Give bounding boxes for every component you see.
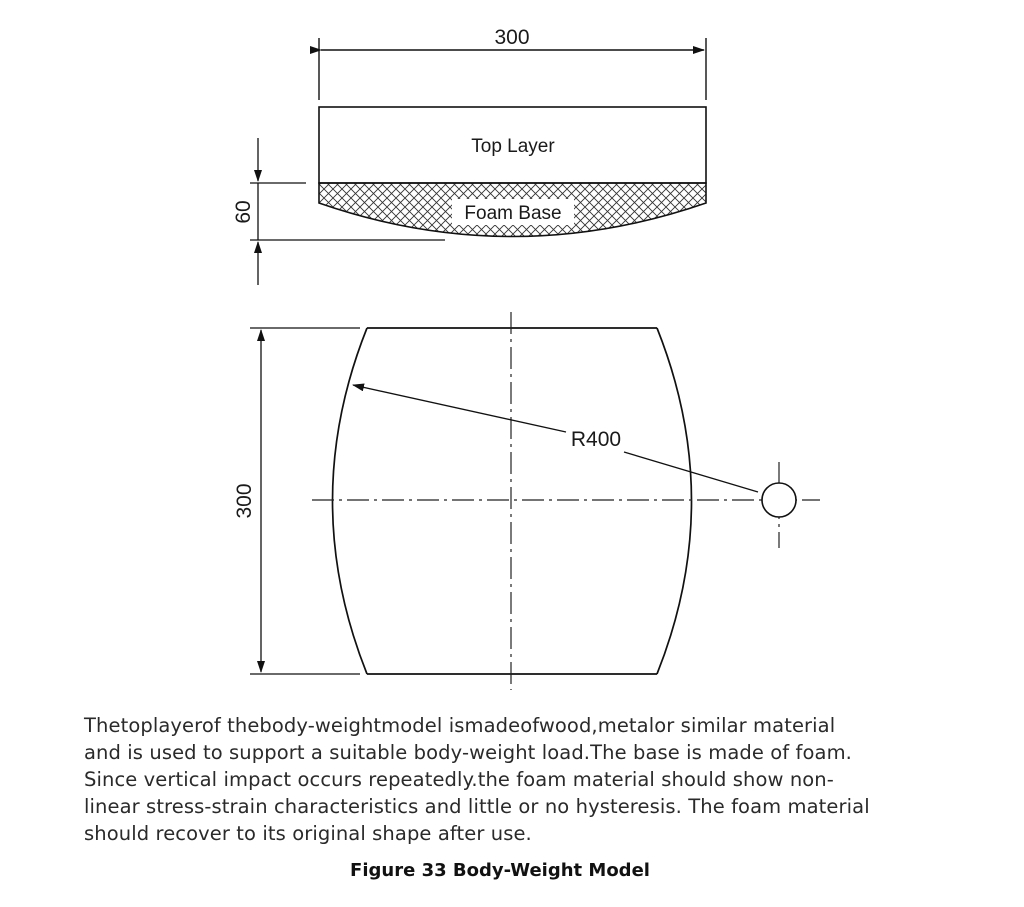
top-layer [319, 107, 706, 183]
plan-view-outline [333, 328, 692, 674]
foam-base [319, 183, 706, 237]
top-width-dimension [319, 26, 706, 100]
radius-label: R400 [570, 428, 622, 451]
top-width-label: 300 [494, 26, 530, 49]
figure-title: Figure 33 Body-Weight Model [350, 860, 650, 881]
foam-base-label: Foam Base [464, 203, 562, 224]
caption-paragraph [84, 712, 944, 847]
caption-line: and is used to support a suitable body-weight load.The base is made of foam. [84, 741, 852, 764]
caption-line: linear stress-strain characteristics and little or no hysteresis. The foam material [84, 795, 870, 818]
centerlines [312, 312, 820, 690]
side-height-dimension [233, 328, 360, 674]
caption-line: should recover to its original shape after use. [84, 822, 532, 845]
radius-dimension [353, 385, 758, 492]
radius-center-marker [762, 483, 796, 517]
top-layer-label: Top Layer [471, 136, 555, 157]
side-height-label: 300 [233, 483, 256, 519]
foam-height-label: 60 [232, 200, 255, 224]
caption-line: Thetoplayerof thebody-weightmodel ismadeofwood,metalor similar material [84, 714, 836, 737]
caption-line: Since vertical impact occurs repeatedly.the foam material should show non- [84, 768, 834, 791]
